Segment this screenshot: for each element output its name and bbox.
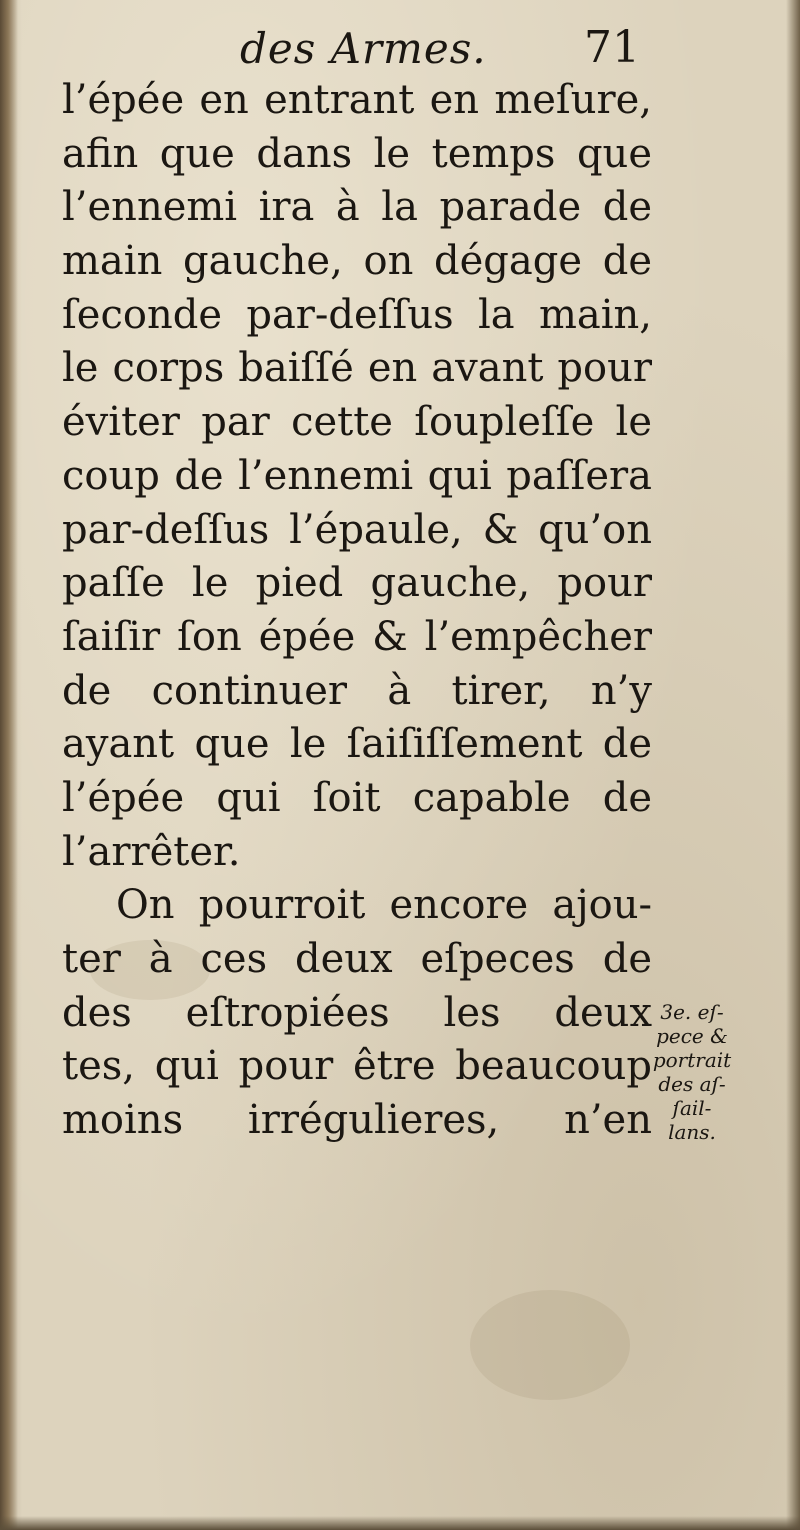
margin-note-line: ſail- [672, 1096, 712, 1120]
text-line: l’épée qui ſoit capable de [62, 774, 652, 821]
text-line: On pourroit encore ajou- [116, 882, 652, 929]
page-right-edge [786, 0, 800, 1530]
text-line: paſſe le pied gauche, pour [62, 560, 652, 607]
page-bottom-edge [0, 1516, 800, 1530]
margin-note-line: des aſ- [658, 1072, 726, 1096]
margin-note-line: 3e. eſ- [660, 1000, 724, 1024]
running-title: des Armes. [240, 24, 487, 73]
text-line: afin que dans le temps que [62, 130, 652, 177]
text-line: coup de l’ennemi qui paſſera [62, 452, 652, 499]
text-line: l’arrêter. [62, 828, 241, 875]
text-line: des eſtropiées les deux [62, 989, 652, 1036]
text-line: ſaiſir ſon épée & l’empêcher [62, 613, 652, 660]
margin-note [632, 1000, 752, 1144]
text-line: par-deſſus l’épaule, & qu’on [62, 506, 652, 553]
text-line: de continuer à tirer, n’y [62, 667, 652, 714]
text-line: moins irrégulieres, n’en [62, 1097, 652, 1144]
text-line: ter à ces deux eſpeces de [62, 936, 652, 982]
page-number: 71 [584, 22, 640, 73]
text-line: l’épée en entrant en meſure, [62, 77, 652, 123]
paper-stain [470, 1290, 630, 1400]
text-line: ayant que le ſaiſiſſement de [62, 721, 652, 768]
margin-note-line: lans. [668, 1120, 716, 1144]
text-line: éviter par cette ſoupleſſe le [62, 399, 652, 446]
page-gutter [0, 0, 18, 1530]
text-line: main gauche, on dégage de [62, 238, 652, 285]
text-line: l’ennemi ira à la parade de [62, 184, 652, 231]
text-line: tes, qui pour être beaucoup [62, 1043, 652, 1090]
page-header [0, 18, 800, 78]
text-line: ſeconde par-deſſus la main, [62, 291, 652, 338]
margin-note-line: pece & [656, 1024, 728, 1048]
margin-note-line: portrait [652, 1048, 732, 1072]
body-text [62, 74, 652, 1148]
text-line: le corps baiſſé en avant pour [62, 345, 652, 392]
